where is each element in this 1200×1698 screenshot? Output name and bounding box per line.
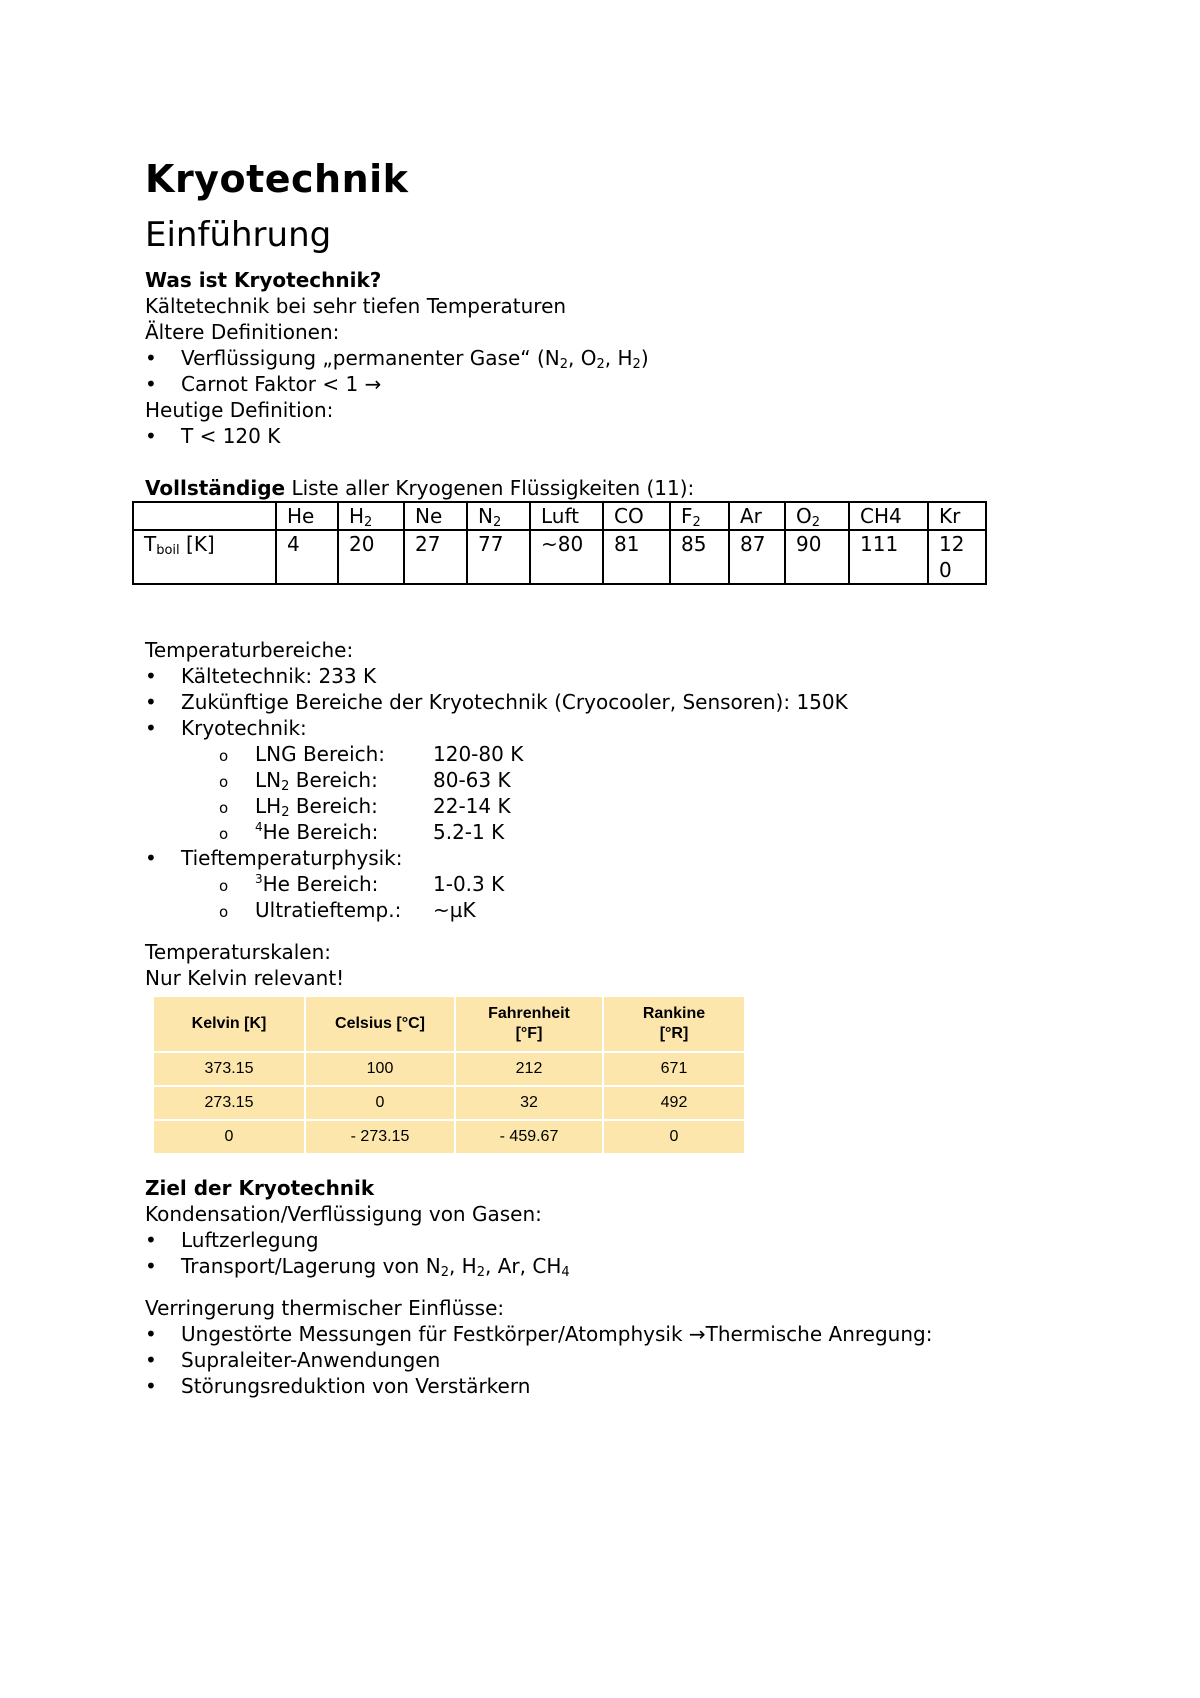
table-cell: 111: [849, 530, 928, 584]
thermal-label: Verringerung thermischer Einflüsse:: [145, 1296, 505, 1320]
table-cell: 85: [670, 530, 729, 584]
list-item: • Verflüssigung „permanenter Gase“ ($N_2$, $O_2$, $H_2$): [145, 345, 1045, 371]
older-definitions-list: [145, 345, 1045, 397]
table-cell: 81: [603, 530, 670, 584]
table-cell: 12 0: [928, 530, 986, 584]
today-definition-list: [145, 423, 1045, 449]
table-cell: Ne: [404, 502, 467, 530]
table-cell: $N_2$: [467, 502, 530, 530]
list-item: o $^4$He Bereich: 5.2-1 K: [145, 819, 1045, 845]
thermal-list: [145, 1321, 1045, 1399]
table-cell: 27: [404, 530, 467, 584]
page-title: Kryotechnik: [145, 157, 409, 201]
table-cell: 212: [455, 1052, 603, 1086]
table-cell: 273.15: [153, 1086, 305, 1120]
list-item: • Kältetechnik: 233 K: [145, 663, 1045, 689]
table-cell: $H_2$: [338, 502, 404, 530]
list-item: o $LH_2$ Bereich: 22-14 K: [145, 793, 1045, 819]
lowtemp-sublist: [145, 871, 1045, 923]
table-cell: 32: [455, 1086, 603, 1120]
list-item: • Luftzerlegung: [145, 1227, 1045, 1253]
list-item: • Kryotechnik:: [145, 715, 1045, 741]
table-row: [153, 996, 745, 1052]
table-cell: - 273.15: [305, 1120, 455, 1154]
list-item: • Tieftemperaturphysik:: [145, 845, 1045, 871]
table-cell: 0: [603, 1120, 745, 1154]
intro-heading: Was ist Kryotechnik?: [145, 268, 382, 292]
table-row: [153, 1086, 745, 1120]
list-item: • T < 120 K: [145, 423, 1045, 449]
table-cell: Luft: [530, 502, 603, 530]
boiling-points-table: [132, 501, 987, 585]
table-cell: 492: [603, 1086, 745, 1120]
list-item: o LNG Bereich: 120-80 K: [145, 741, 1045, 767]
table-header: Celsius [°C]: [305, 996, 455, 1052]
ranges-list-cont: [145, 845, 1045, 871]
table-header: Rankine [°R]: [603, 996, 745, 1052]
list-item: o $LN_2$ Bereich: 80-63 K: [145, 767, 1045, 793]
liquids-heading: Vollständige Liste aller Kryogenen Flüssigkeiten (11):: [145, 476, 695, 500]
table-cell: CO: [603, 502, 670, 530]
list-item: o Ultratieftemp.: ~µK: [145, 897, 1045, 923]
older-definitions-label: Ältere Definitionen:: [145, 320, 340, 344]
intro-definition: Kältetechnik bei sehr tiefen Temperaturen: [145, 294, 567, 318]
table-cell: 100: [305, 1052, 455, 1086]
table-cell: 0: [153, 1120, 305, 1154]
table-cell: 671: [603, 1052, 745, 1086]
table-row: [153, 1120, 745, 1154]
scales-note: Nur Kelvin relevant!: [145, 966, 345, 990]
list-item: • Störungsreduktion von Verstärkern: [145, 1373, 1045, 1399]
condensation-list: [145, 1227, 1045, 1279]
table-header: Fahrenheit [°F]: [455, 996, 603, 1052]
table-cell: 77: [467, 530, 530, 584]
table-cell: $O_2$: [785, 502, 849, 530]
ranges-label: Temperaturbereiche:: [145, 638, 354, 662]
table-cell: 20: [338, 530, 404, 584]
table-cell: $F_2$: [670, 502, 729, 530]
table-cell: $T_{boil}$ [K]: [133, 530, 276, 584]
document-content: [145, 155, 1045, 1399]
table-cell: He: [276, 502, 338, 530]
table-cell: 4: [276, 530, 338, 584]
condensation-label: Kondensation/Verflüssigung von Gasen:: [145, 1202, 542, 1226]
table-row: [153, 1052, 745, 1086]
table-cell: Kr: [928, 502, 986, 530]
section-title: Einführung: [145, 215, 332, 255]
table-cell: 87: [729, 530, 785, 584]
table-row: [133, 530, 986, 584]
temperature-scales-table: [152, 995, 746, 1155]
list-item: • Zukünftige Bereiche der Kryotechnik (Cryocooler, Sensoren): 150K: [145, 689, 1045, 715]
table-cell: ~80: [530, 530, 603, 584]
table-cell: 373.15: [153, 1052, 305, 1086]
scales-label: Temperaturskalen:: [145, 940, 332, 964]
today-definition-label: Heutige Definition:: [145, 398, 334, 422]
ranges-list: [145, 663, 1045, 741]
list-item: • Ungestörte Messungen für Festkörper/Atomphysik →Thermische Anregung:: [145, 1321, 1045, 1347]
table-cell: Ar: [729, 502, 785, 530]
cryo-sublist: [145, 741, 1045, 845]
table-cell: - 459.67: [455, 1120, 603, 1154]
goal-heading: Ziel der Kryotechnik: [145, 1176, 375, 1200]
table-cell: 0: [305, 1086, 455, 1120]
table-cell: 90: [785, 530, 849, 584]
list-item: • Carnot Faktor < 1 →: [145, 371, 1045, 397]
table-cell: [133, 502, 276, 530]
table-header: Kelvin [K]: [153, 996, 305, 1052]
list-item: • Supraleiter-Anwendungen: [145, 1347, 1045, 1373]
table-row: [133, 502, 986, 530]
list-item: • Transport/Lagerung von $N_2$, $H_2$, Ar, $CH_4$: [145, 1253, 1045, 1279]
table-cell: CH4: [849, 502, 928, 530]
list-item: o $^3$He Bereich: 1-0.3 K: [145, 871, 1045, 897]
